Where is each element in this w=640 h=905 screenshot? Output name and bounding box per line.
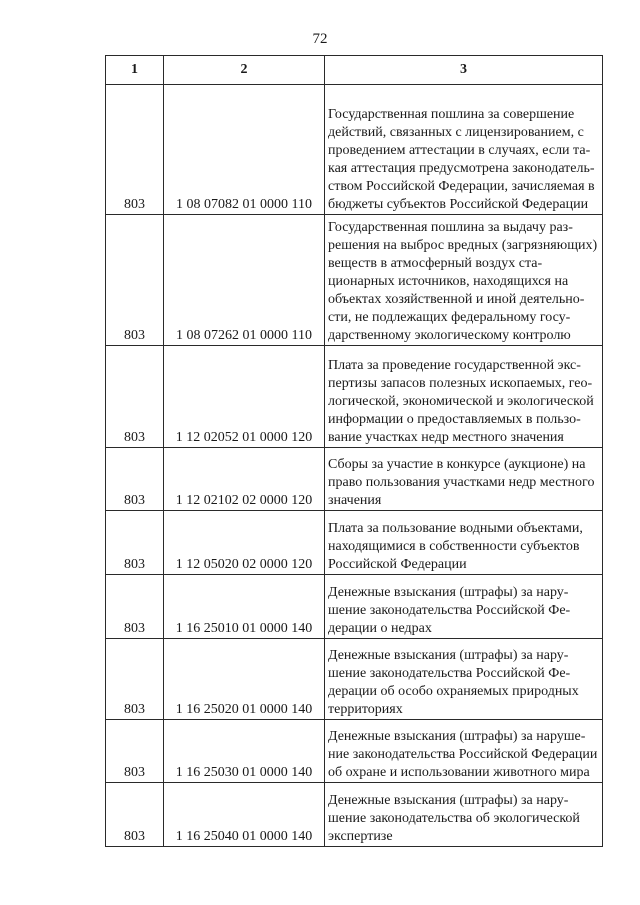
- revenue-code-cell: 1 16 25040 01 0000 140: [164, 783, 325, 847]
- admin-code-cell: 803: [106, 511, 164, 575]
- revenue-code-cell: 1 12 02102 02 0000 120: [164, 448, 325, 511]
- description-cell: Денежные взыскания (штрафы) за нарушение законодательства об экологической экспертизе: [325, 783, 603, 847]
- revenue-code-cell: 1 16 25020 01 0000 140: [164, 639, 325, 720]
- table-row: [106, 639, 603, 720]
- description-cell: Государственная пошлина за совершение действий, связанных с лицензированием, с проведением аттестации в случаях, если такая аттестация предусмотрена законодательством Российской Федерации, зачисляемая в бюджеты субъектов Российской Федерации: [325, 85, 603, 215]
- revenue-code-cell: 1 08 07262 01 0000 110: [164, 215, 325, 346]
- table-row: [106, 85, 603, 215]
- revenue-code-cell: 1 16 25030 01 0000 140: [164, 720, 325, 783]
- admin-code-cell: 803: [106, 575, 164, 639]
- page-number: 72: [312, 31, 328, 47]
- table-row: [106, 511, 603, 575]
- revenue-codes-table: [105, 55, 603, 847]
- revenue-code-cell: 1 12 02052 01 0000 120: [164, 346, 325, 448]
- column-header-3: 3: [325, 56, 603, 85]
- description-cell: Денежные взыскания (штрафы) за нарушение законодательства Российской Федерации об охране и использовании животного мира: [325, 720, 603, 783]
- description-cell: Государственная пошлина за выдачу разрешения на выброс вредных (загрязняющих) веществ в атмосферный воздух стационарных источников, находящихся на объектах хозяйственной и иной деятельности, не подлежащих федеральному государственному экологическому контролю: [325, 215, 603, 346]
- column-header-2: 2: [164, 56, 325, 85]
- table-row: [106, 575, 603, 639]
- description-cell: Денежные взыскания (штрафы) за нарушение законодательства Российской Федерации об особо охраняемых природных территориях: [325, 639, 603, 720]
- table-row: [106, 215, 603, 346]
- revenue-code-cell: 1 16 25010 01 0000 140: [164, 575, 325, 639]
- admin-code-cell: 803: [106, 215, 164, 346]
- revenue-code-cell: 1 12 05020 02 0000 120: [164, 511, 325, 575]
- table-row: [106, 720, 603, 783]
- column-header-1: 1: [106, 56, 164, 85]
- revenue-code-cell: 1 08 07082 01 0000 110: [164, 85, 325, 215]
- table-row: [106, 448, 603, 511]
- admin-code-cell: 803: [106, 448, 164, 511]
- admin-code-cell: 803: [106, 346, 164, 448]
- admin-code-cell: 803: [106, 783, 164, 847]
- admin-code-cell: 803: [106, 639, 164, 720]
- table-header-row: [106, 56, 603, 85]
- table-row: [106, 783, 603, 847]
- description-cell: Плата за пользование водными объектами, находящимися в собственности субъектов Российской Федерации: [325, 511, 603, 575]
- description-cell: Сборы за участие в конкурсе (аукционе) на право пользования участками недр местного значения: [325, 448, 603, 511]
- admin-code-cell: 803: [106, 720, 164, 783]
- description-cell: Денежные взыскания (штрафы) за нарушение законодательства Российской Федерации о недрах: [325, 575, 603, 639]
- table-row: [106, 346, 603, 448]
- admin-code-cell: 803: [106, 85, 164, 215]
- description-cell: Плата за проведение государственной экспертизы запасов полезных ископаемых, геологической, экономической и экологической информации о предоставляемых в пользование участках недр местного значения: [325, 346, 603, 448]
